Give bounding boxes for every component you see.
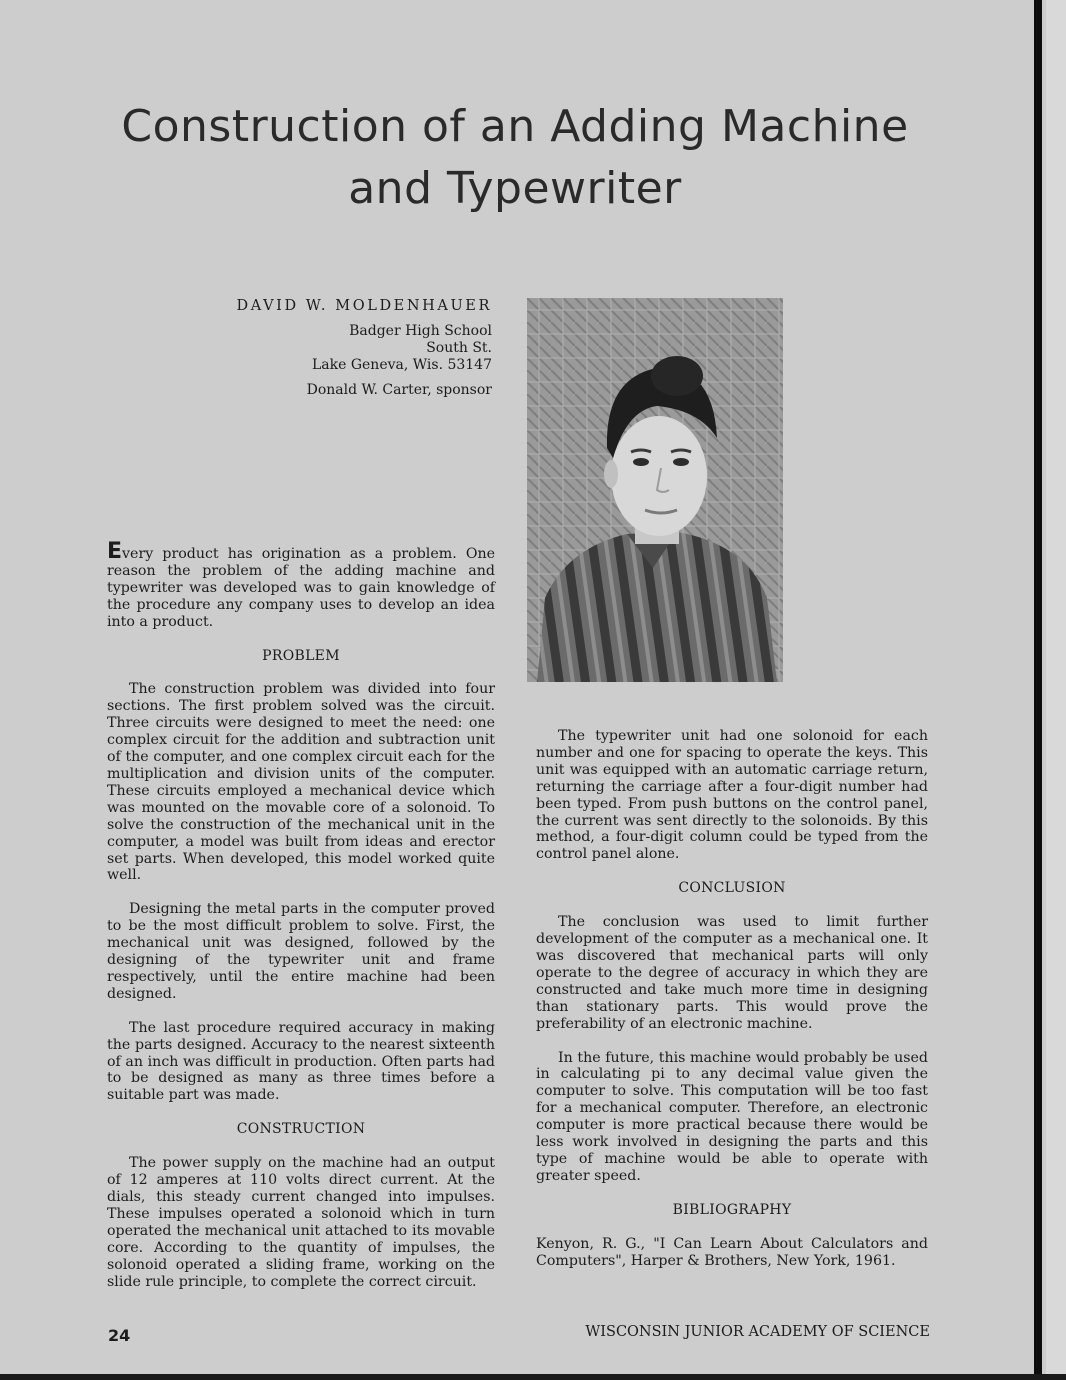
title-line-1: Construction of an Adding Machine <box>121 101 909 152</box>
article-title <box>60 96 970 220</box>
author-sponsor: Donald W. Carter, sponsor <box>306 382 492 398</box>
scan-margin-right <box>1046 0 1066 1380</box>
author-school: Badger High School <box>349 323 492 339</box>
problem-paragraph-2: Designing the metal parts in the computer proved to be the most difficult problem to solve. First, the mechanical unit was designed, followed by the designing of the typewriter unit and frame respectively, until the entire machine had been designed. <box>107 901 495 1002</box>
author-city: Lake Geneva, Wis. 53147 <box>311 357 492 373</box>
author-street: South St. <box>426 340 492 356</box>
author-name: DAVID W. MOLDENHAUER <box>236 298 492 314</box>
problem-heading: PROBLEM <box>262 647 340 664</box>
intro-paragraph <box>107 539 495 631</box>
conclusion-paragraph-1: The conclusion was used to limit further development of the computer as a mechanical one. It was discovered that mechanical parts will only operate to the degree of accuracy in which they are constructed and take much more time in designing than stationary parts. This would prove the preferability of an electronic machine. <box>536 914 928 1032</box>
author-block <box>200 298 492 399</box>
portrait-image <box>527 298 783 682</box>
title-line-2: and Typewriter <box>348 163 682 214</box>
conclusion-heading: CONCLUSION <box>678 880 786 897</box>
right-column <box>536 728 928 1269</box>
left-column <box>107 539 495 1290</box>
author-portrait-photo <box>527 298 783 682</box>
journal-name: WISCONSIN JUNIOR ACADEMY OF SCIENCE <box>585 1324 930 1340</box>
problem-paragraph-3: The last procedure required accuracy in making the parts designed. Accuracy to the nearest sixteenth of an inch was difficult in production. Often parts had to be designed as many as three times before a suitable part was made. <box>107 1019 495 1104</box>
bibliography-heading: BIBLIOGRAPHY <box>672 1201 792 1218</box>
page-number: 24 <box>108 1326 131 1345</box>
construction-paragraph: The power supply on the machine had an output of 12 amperes at 110 volts direct current. At the dials, this steady current changed into impulses. These impulses operated a solonoid which in turn operated the mechanical unit attached to its movable core. According to the quantity of impulses, the solonoid operated a sliding frame, working on the slide rule principle, to complete the correct circuit. <box>107 1155 495 1290</box>
conclusion-paragraph-2: In the future, this machine would probably be used in calculating pi to any decimal value given the computer to solve. This computation will be too fast for a mechanical computer. Therefore, an electronic computer is more practical because there would be less work involved in designing the parts and this type of machine would be able to operate with greater speed. <box>536 1049 928 1184</box>
typewriter-paragraph: The typewriter unit had one solonoid for each number and one for spacing to operate the keys. This unit was equipped with an automatic carriage return, returning the carriage after a four-digit number had been typed. From push buttons on the control panel, the current was sent directly to the solonoids. By this method, a four-digit column could be typed from the control panel alone. <box>536 728 928 863</box>
scan-edge-bottom <box>0 1374 1066 1380</box>
intro-text: very product has origination as a problem. One reason the problem of the adding machine and typewriter was developed was to gain knowledge of the procedure any company uses to develop an idea into a product. <box>107 546 495 630</box>
bibliography-entry: Kenyon, R. G., "I Can Learn About Calculators and Computers", Harper & Brothers, New York, 1961. <box>536 1235 928 1269</box>
drop-cap: E <box>107 539 123 564</box>
scan-edge-right <box>1034 0 1042 1380</box>
construction-heading: CONSTRUCTION <box>236 1121 366 1138</box>
problem-paragraph-1: The construction problem was divided into four sections. The first problem solved was the circuit. Three circuits were designed to meet the need: one complex circuit for the addition and subtraction unit of the computer, and one complex circuit each for the multiplication and division units of the computer. These circuits employed a mechanical device which was mounted on the movable core of a solonoid. To solve the construction of the mechanical unit in the computer, a model was built from ideas and erector set parts. When developed, this model worked quite well. <box>107 681 495 884</box>
